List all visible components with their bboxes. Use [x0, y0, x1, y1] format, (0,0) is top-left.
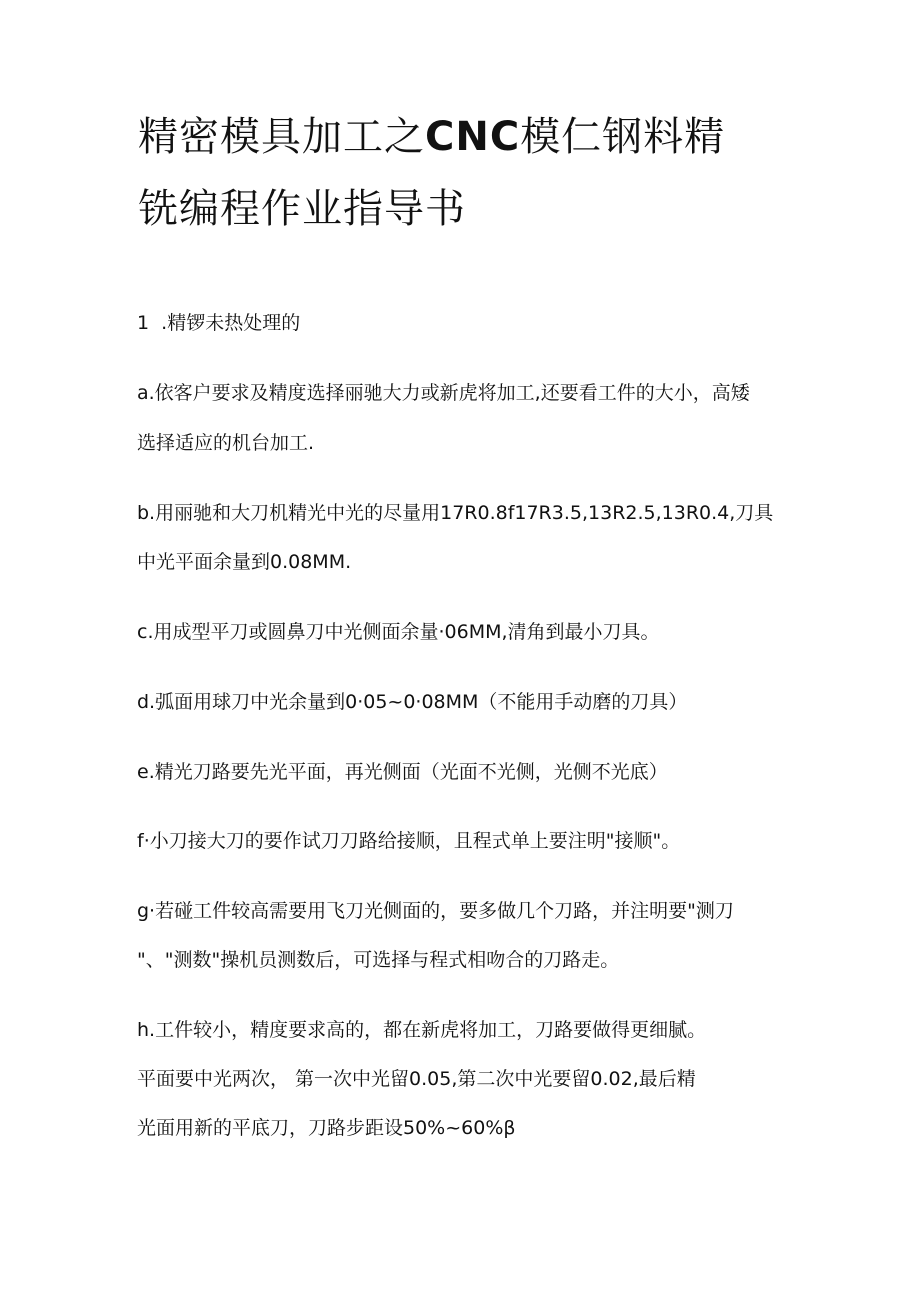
paragraph-h-line-2: 平面要中光两次， 第一次中光留0.05,第二次中光要留0.02,最后精 [137, 1068, 696, 1090]
paragraph-b-line-1: b.用丽驰和大刀机精光中光的尽量用17R0.8f17R3.5,13R2.5,13R0.4,刀具 [137, 502, 774, 524]
paragraph-a-line-2: 选择适应的机台加工. [137, 432, 315, 454]
paragraph-d: d.弧面用球刀中光余量到0·05~0·08MM（不能用手动磨的刀具） [137, 691, 688, 713]
paragraph-b-line-2: 中光平面余量到0.08MM. [137, 551, 352, 573]
title-segment-2: 模仁钢料精 [520, 114, 726, 160]
section-heading: 1 .精锣未热处理的 [137, 312, 301, 334]
title-segment-cnc: CNC [425, 114, 521, 160]
document-title-line-1 [138, 113, 725, 161]
title-segment-1: 精密模具加工之 [138, 114, 425, 160]
paragraph-g-line-1: g·若碰工件较高需要用飞刀光侧面的，要多做几个刀路，并注明要"测刀 [137, 900, 734, 922]
paragraph-h-line-3: 光面用新的平底刀，刀路步距设50%~60%β [137, 1117, 516, 1139]
paragraph-g-line-2: "、"测数"操机员测数后，可选择与程式相吻合的刀路走。 [137, 949, 620, 971]
paragraph-e: e.精光刀路要先光平面，再光侧面（光面不光侧，光侧不光底） [137, 761, 668, 783]
paragraph-f: f·小刀接大刀的要作试刀刀路给接顺，且程式单上要注明"接顺"。 [137, 830, 681, 852]
paragraph-h-line-1: h.工件较小，精度要求高的，都在新虎将加工，刀路要做得更细腻。 [137, 1019, 707, 1041]
paragraph-a-line-1: a.依客户要求及精度选择丽驰大力或新虎将加工,还要看工件的大小，高矮 [137, 382, 750, 404]
document-title-line-2: 铣编程作业指导书 [138, 186, 466, 232]
paragraph-c: c.用成型平刀或圆鼻刀中光侧面余量·06MM,清角到最小刀具。 [137, 621, 660, 643]
